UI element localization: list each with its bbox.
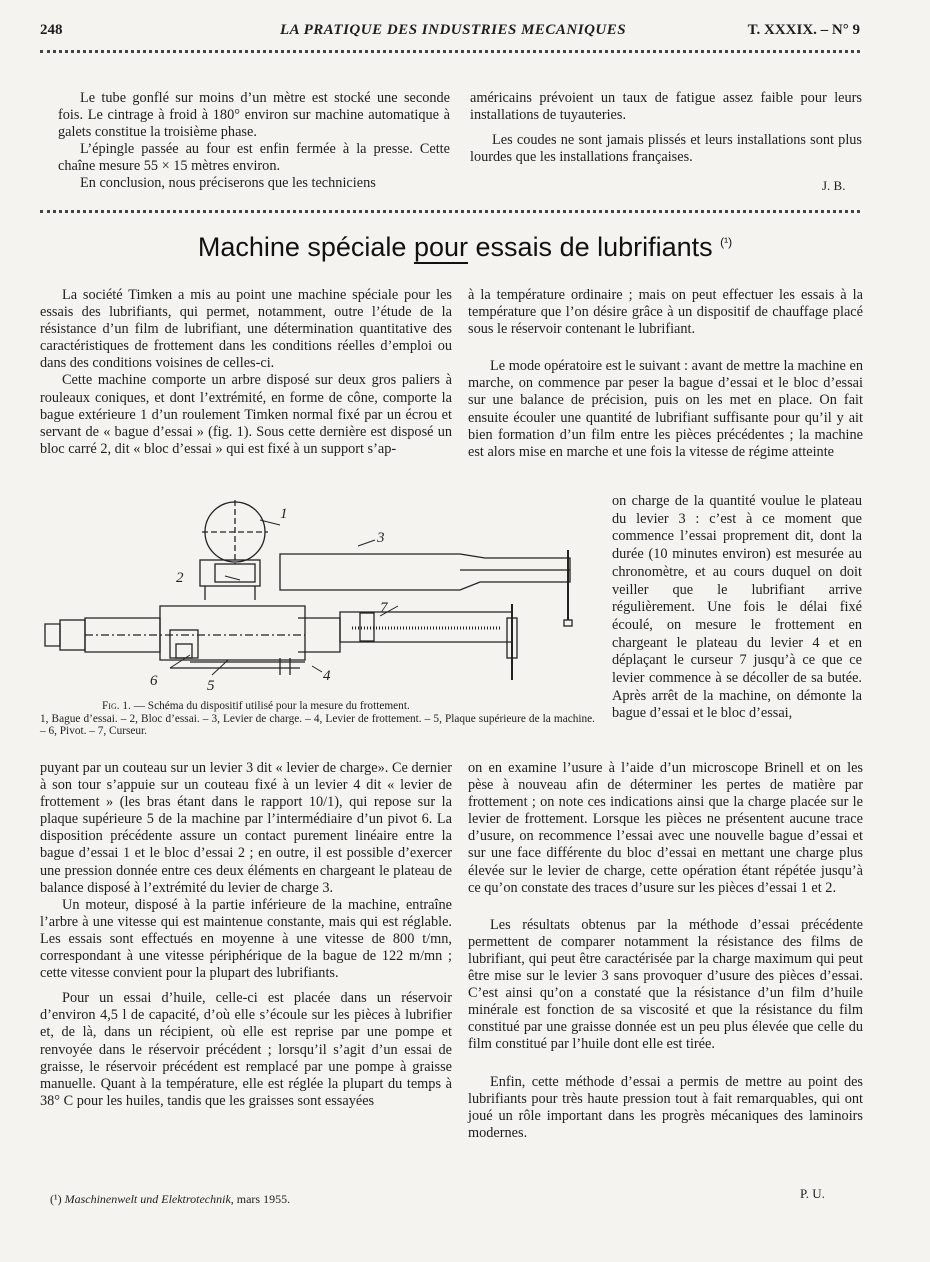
footnote-mark: (¹) bbox=[50, 1192, 62, 1206]
article-left-column-top bbox=[40, 287, 452, 458]
paragraph: Un moteur, disposé à la partie inférieure de la machine, entraîne l’arbre à une vitesse qui est maintenue constante, mais qui est réglable. Les essais sont effectués en moyenne à une vitesse de 800 t/mn, correspondant à une vitesse périphérique de la bague de 122 m/mn ; cette vitesse convient pour la plupart des lubrifiants. bbox=[40, 896, 452, 982]
article-right-column-bottom bbox=[468, 760, 863, 1142]
figure-label: 1 bbox=[280, 506, 288, 522]
article-right-column-narrow bbox=[612, 493, 862, 723]
title-part: essais de lubrifiants bbox=[475, 232, 713, 262]
paragraph: on charge de la quantité voulue le plateau du levier 3 : c’est à ce moment que commence l’essai proprement dit, dont la durée (10 minutes environ) est mesurée au chronomètre, et au cours duquel on doit veiller que le lubrifiant arrive régulièrement. Une fois le délai fixé écoulé, on mesure le frottement en chargeant le plateau du levier 4 et en déplaçant le curseur 7 jusqu’à ce que ce levier commence à se décoller de sa butée. Après arrêt de la machine, on démonte la bague d’essai et le bloc d’essai, bbox=[612, 493, 862, 722]
paragraph: Le mode opératoire est le suivant : avant de mettre la machine en marche, on commence par peser la bague d’essai et le bloc d’essai sur une balance de précision, puis on les met en place. On fait ensuite écouler une quantité de lubrifiant suffisante pour qu’il y ait bien formation d’un film entre les pièces précédentes ; la machine est alors mise en marche et une fois la vitesse de régime atteinte bbox=[468, 358, 863, 460]
paragraph: Les coudes ne sont jamais plissés et leurs installations sont plus lourdes que les installations françaises. bbox=[470, 132, 862, 166]
figure-label: 6 bbox=[150, 673, 158, 689]
previous-article-left-column bbox=[58, 90, 450, 193]
paragraph: Les résultats obtenus par la méthode d’essai précédente permettent de comparer notamment la résistance des films de lubrifiant, qui peut être caractérisée par la charge maximum qui peut être mise sur le levier 3 sans provoquer d’usure des pièces d’essai. C’est ainsi qu’on a constaté que la résistance d’un film d’huile minérale est fonction de sa viscosité et que la résistance du film constitué par une graisse donnée est un peu plus élevée que celle du film constitué par l’huile dont elle est tirée. bbox=[468, 916, 863, 1053]
article-signature: P. U. bbox=[800, 1186, 825, 1201]
paragraph: américains prévoient un taux de fatigue assez faible pour leurs installations de tuyauteries. bbox=[470, 90, 862, 124]
figure-label: 3 bbox=[377, 530, 385, 546]
footnote-publication: Maschinenwelt und Elektrotechnik bbox=[64, 1192, 231, 1206]
load-lever bbox=[280, 554, 570, 590]
figure-machine-schematic bbox=[40, 500, 585, 694]
volume-number: T. XXXIX. – N° 9 bbox=[747, 22, 860, 38]
machine-shaft-housing bbox=[160, 606, 305, 660]
figure-label: 5 bbox=[207, 678, 215, 694]
previous-article-signature: J. B. bbox=[822, 178, 846, 193]
paragraph: Enfin, cette méthode d’essai a permis de mettre au point des lubrifiants pour très haute pression tout à fait remarquables, qui ont joué un rôle important dans les progrès mécaniques des laminoirs modernes. bbox=[468, 1073, 863, 1141]
friction-lever bbox=[340, 612, 512, 642]
article-left-column-bottom bbox=[40, 760, 452, 1110]
paragraph: puyant par un couteau sur un levier 3 dit « levier de charge». Ce dernier à son tour s’appuie sur un couteau fixé à un levier 4 dit « levier de frottement » (les bras étant dans le rapport 10/1), qui repose sur la plaque supérieure 5 de la machine par l’intermédiaire d’un pivot 6. La disposition précédente assure un contact purement linéaire entre la bague d’essai 1 et le bloc d’essai 2 ; en outre, il est possible d’exercer une pression donnée entre ces deux éléments en chargeant le plateau de balance disposé à l’extrémité du levier de charge 3. bbox=[40, 760, 452, 896]
paragraph: à la température ordinaire ; mais on peut effectuer les essais à la température que l’on désire grâce à un dispositif de chauffage placé sous le réservoir contenant le lubrifiant. bbox=[468, 287, 863, 338]
article-title bbox=[0, 232, 930, 263]
paragraph: L’épingle passée au four est enfin fermée à la presse. Cette chaîne mesure 55 × 15 mètres environ. bbox=[58, 141, 450, 175]
paragraph: Cette machine comporte un arbre disposé sur deux gros paliers à rouleaux coniques, et dont l’extrémité, en forme de cône, comporte la bague extérieure 1 d’un roulement Timken normal fixé par un écrou et servant de « bague d’essai » (fig. 1). Sous cette dernière est disposé un bloc carré 2, dit « bloc d’essai » qui est fixé à un support s’ap- bbox=[40, 372, 452, 457]
figure-label: 7 bbox=[380, 600, 388, 616]
paragraph: on en examine l’usure à l’aide d’un microscope Brinell et on les pèse à nouveau afin de déterminer les pertes de matière par frottement ; on note ces indications ainsi que la charge placée sur le levier de frottement. Lorsque les pièces ne présentent aucune trace d’usure, on recommence l’essai avec une nouvelle bague d’essai et sur une face différente du bloc d’essai en mettant une charge plus élevée sur le levier de charge, cette opération étant répétée jusqu’à ce qu’on constate des traces d’usure sur les pièces d’essai 1 et 2. bbox=[468, 760, 863, 896]
caption-intro: — Schéma du dispositif utilisé pour la mesure du frottement. bbox=[133, 700, 410, 712]
page-header bbox=[40, 22, 860, 42]
figure-label: 2 bbox=[176, 570, 184, 586]
caption-legend: 1, Bague d’essai. – 2, Bloc d’essai. – 3, Levier de charge. – 4, Levier de frottement. – 5, Plaque supérieure de la machine. – 6, Pivot. – 7, Curseur. bbox=[40, 712, 595, 737]
paragraph: Pour un essai d’huile, celle-ci est placée dans un réservoir d’environ 4,5 l de capacité, d’où elle s’écoule sur les pièces à lubrifier et, de là, dans un récipient, où elle est reprise par une pompe et renvoyée dans le réservoir précédent ; lorsqu’il s’agit d’un essai de graisse, le réservoir précédent est remplacé par une pompe à graisse manuelle. Quant à la température, elle est réglée la plupart du temps à 38° C pour les huiles, tandis que les graisses sont essayées bbox=[40, 990, 452, 1109]
journal-title: LA PRATIQUE DES INDUSTRIES MECANIQUES bbox=[280, 22, 627, 38]
title-part: pour bbox=[413, 232, 469, 262]
caption-label: Fig. 1. bbox=[102, 700, 131, 712]
footnote bbox=[50, 1192, 290, 1207]
paragraph: La société Timken a mis au point une machine spéciale pour les essais des lubrifiants, qui permet, notamment, outre l’étude de la résistance d’un film de lubrifiant, une détermination quantitative des caractéristiques de frottement dans les conditions réelles d’emploi ou dans des conditions voisines de celles-ci. bbox=[40, 287, 452, 372]
article-divider bbox=[40, 210, 860, 213]
title-footnote-mark: (¹) bbox=[720, 235, 733, 249]
figure-caption bbox=[40, 700, 595, 738]
title-part: Machine spéciale bbox=[197, 232, 407, 262]
article-right-column-top bbox=[468, 287, 863, 461]
header-divider bbox=[40, 50, 860, 53]
paragraph: En conclusion, nous préciserons que les techniciens bbox=[80, 175, 376, 192]
page-number: 248 bbox=[40, 22, 63, 38]
paragraph: Le tube gonflé sur moins d’un mètre est stocké une seconde fois. Le cintrage à froid à 180° environ sur machine automatique à galets constitue la troisième phase. bbox=[58, 90, 450, 141]
footnote-date: , mars 1955. bbox=[230, 1192, 291, 1206]
previous-article-right-column bbox=[470, 90, 862, 166]
figure-label: 4 bbox=[323, 668, 331, 684]
